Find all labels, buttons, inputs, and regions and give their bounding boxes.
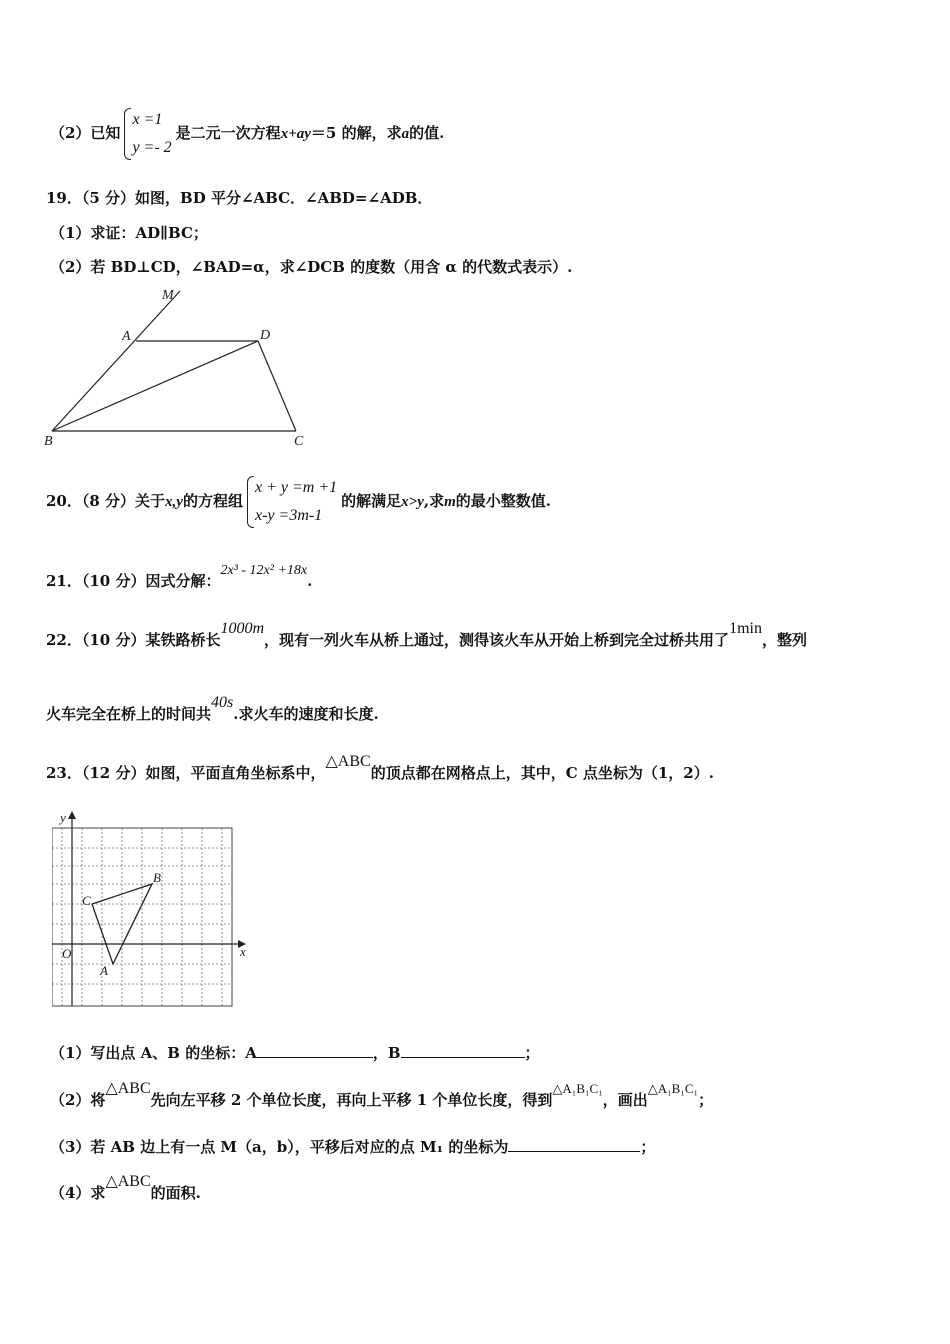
label-b: B [44, 434, 53, 449]
q22-line2: 火车完全在桥上的时间共40s.求火车的速度和长度. [46, 694, 379, 723]
label-point-c: C [82, 893, 91, 908]
label-d: D [260, 328, 271, 343]
label-point-b: B [153, 870, 161, 885]
q23-part2: （2）将△ABC先向左平移 2 个单位长度，再向上平移 1 个单位长度，得到△A₁B₁C₁，画出△A₁B₁C₁； [50, 1080, 714, 1109]
answer-blank-a[interactable] [257, 1043, 373, 1058]
q21-expression: 2x³ - 12x² +18x [220, 563, 308, 578]
answer-blank-m1[interactable] [508, 1137, 640, 1152]
segment-dc [258, 341, 296, 431]
label-m: M [162, 288, 174, 303]
label-x: x [240, 944, 246, 959]
segment-bd [52, 341, 258, 431]
q20: 20．（8 分）关于x,y的方程组 x + y =m +1 x-y =3m-1 的解满足x>y,求m的最小整数值. [46, 474, 551, 530]
q18-part2: （2）已知 x =1 y =- 2 是二元一次方程x+ay＝5 的解，求a的值. [50, 106, 444, 162]
label-y: y [60, 810, 66, 825]
q23-part1: （1）写出点 A、B 的坐标：A ，B ； [50, 1044, 540, 1062]
q23-coordinate-figure [52, 810, 262, 1010]
q18-equation-system: x =1 y =- 2 [124, 106, 171, 162]
label-origin: O [62, 946, 72, 961]
q23-part4: （4）求△ABC的面积. [50, 1173, 201, 1202]
q23-stem: 23．（12 分）如图，平面直角坐标系中，△ABC的顶点都在网格点上，其中，C 点坐标为（1，2）. [46, 753, 714, 782]
q19-figure [40, 283, 360, 453]
q19-part2: （2）若 BD⊥CD，∠BAD=α，求∠DCB 的度数（用含 α 的代数式表示）. [50, 258, 573, 276]
grid [52, 828, 232, 1006]
q19-part1: （1）求证：AD∥BC； [50, 224, 208, 242]
label-a: A [122, 329, 131, 344]
y-axis-arrow [68, 811, 76, 819]
label-point-a: A [100, 963, 108, 978]
q20-equation-system: x + y =m +1 x-y =3m-1 [247, 474, 337, 530]
q19-stem: 19．（5 分）如图，BD 平分∠ABC．∠ABD=∠ADB． [46, 189, 433, 207]
q21: 21．（10 分）因式分解：2x³ - 12x² +18x. [46, 563, 313, 590]
label-c: C [294, 434, 304, 449]
line-bm [52, 291, 180, 431]
q23-part3: （3）若 AB 边上有一点 M（a，b），平移后对应的点 M₁ 的坐标为 ； [50, 1138, 656, 1156]
answer-blank-b[interactable] [401, 1043, 525, 1058]
q22-line1: 22．（10 分）某铁路桥长1000m，现有一列火车从桥上通过，测得该火车从开始上桥到完全过桥共用了1min，整列 [46, 620, 807, 649]
